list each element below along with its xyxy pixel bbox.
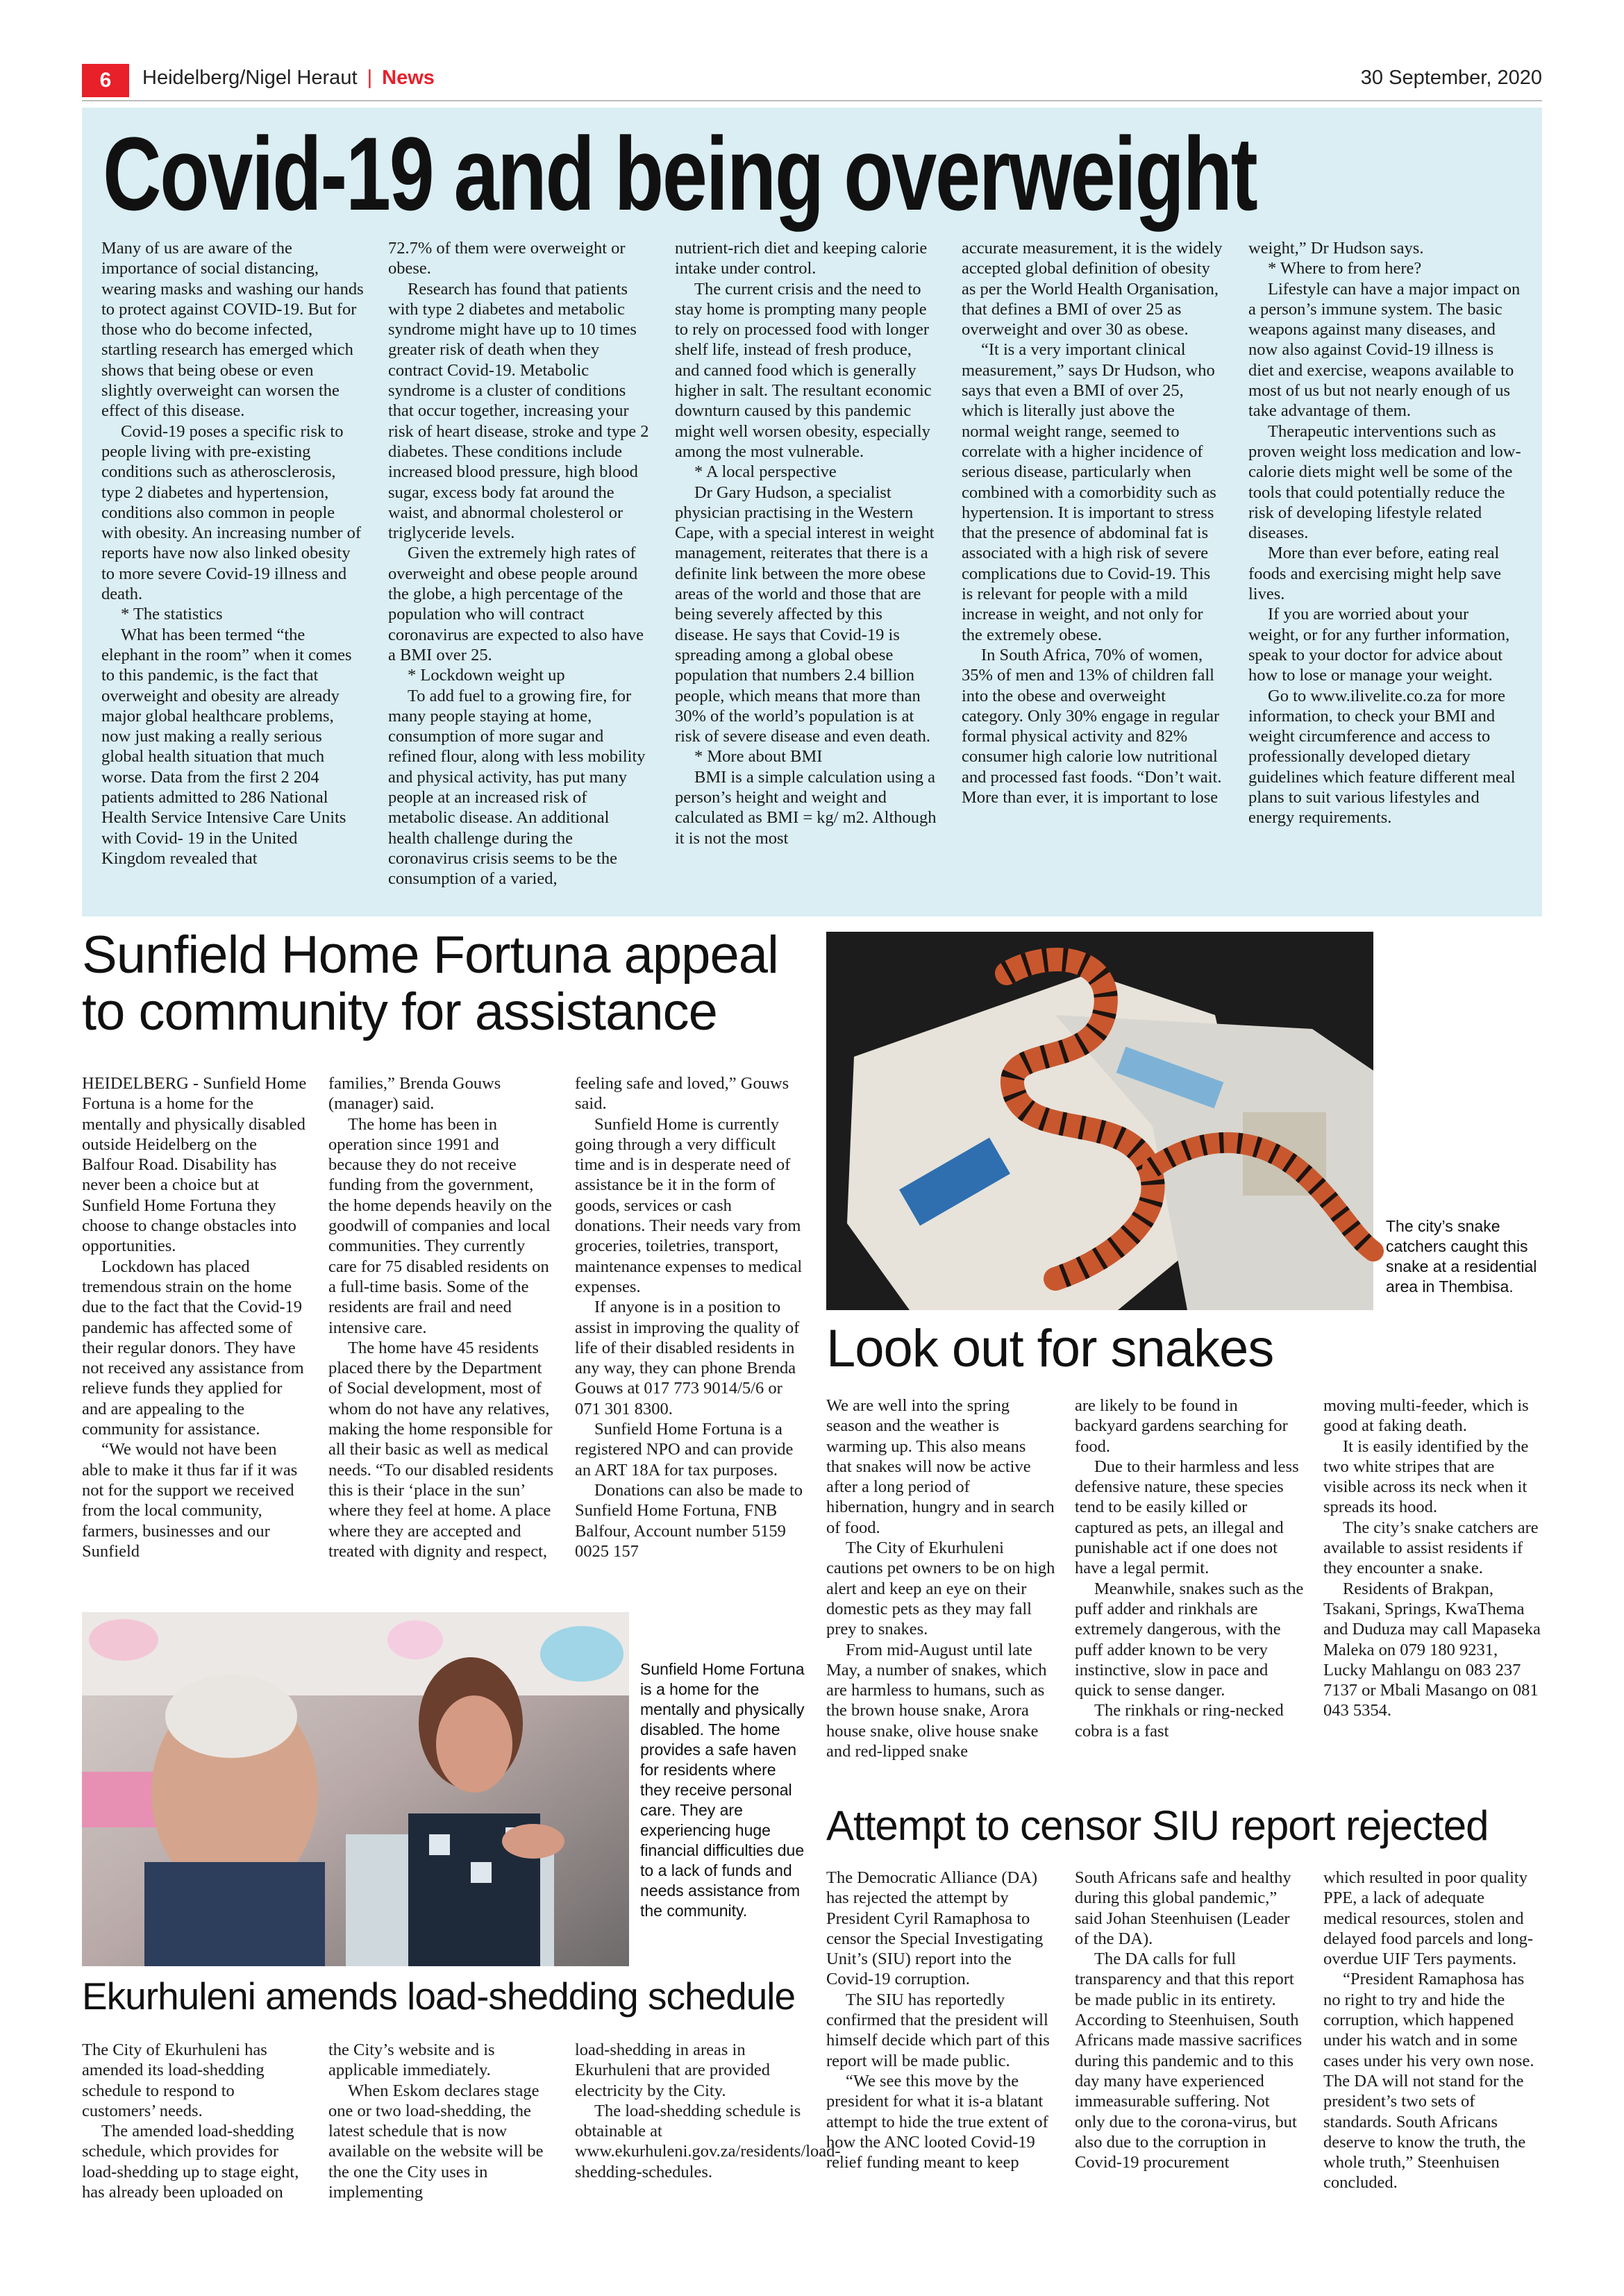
sunfield-article-title: Sunfield Home Fortuna appeal to community for assistance — [82, 925, 778, 1042]
snake-photo — [826, 932, 1373, 1310]
article-paragraph: In South Africa, 70% of women, 35% of men and 13% of children fall into the obese and overweight category. Only 30% engage in regular formal physical activity and 82% consumer high calorie low nutritional and processed fast foods. “Don’t wait. More than ever, it is important to lose — [962, 645, 1222, 807]
article-paragraph: HEIDELBERG - Sunfield Home Fortuna is a home for the mentally and physically disabled outside Heidelberg on the Balfour Road. Disability has never been a choice but at Sunfield Home Fortuna they choose to change obstacles into opportunities. — [82, 1074, 307, 1256]
article-paragraph: “It is a very important clinical measurement,” says Dr Hudson, who says that even a BMI of over 25, which is literally just above the normal weight range, seemed to correlate with a higher incidence of serious disease, particularly when combined with a comorbidity such as hypertension. It is important to stress that the presence of abdominal fat is associated with a high risk of severe complications due to Covid-19. This is relevant for people with a mild increase in weight, and not only for the extremely obese. — [962, 340, 1216, 644]
covid-article-title: Covid-19 and being overweight — [103, 115, 1257, 232]
loadshedding-column-3 — [575, 2040, 841, 2241]
sunfield-column-3 — [575, 1073, 804, 1594]
siu-column-1 — [826, 1868, 1055, 2243]
article-paragraph: 72.7% of them were overweight or obese. — [388, 239, 626, 278]
article-paragraph: We are well into the spring season and the weather is warming up. This also means that snakes will now be active after a long period of hibernation, hungry and in search of food. — [826, 1396, 1055, 1537]
snake-photo-illustration — [826, 932, 1373, 1310]
article-paragraph: Dr Gary Hudson, a specialist physician practising in the Western Cape, with a special interest in weight management, reiterates that there is a definite link between the more obese areas of the world and those that are being severely affected by this disease. He says that Covid-19 is spreading among a global obese population that numbers 2.4 billion people, which means that more than 30% of the world’s population is at risk of severe disease and even death. — [675, 483, 935, 746]
loadshedding-article-title: Ekurhuleni amends load-shedding schedule — [82, 1975, 796, 2018]
article-paragraph: “President Ramaphosa has no right to try and hide the corruption, which happened under his watch and in some cases under his very own nose. The DA will not stand for the president’s two sets of standards. South Africans deserve to know the truth, the whole truth,” Steenhuisen concluded. — [1323, 1970, 1534, 2193]
article-paragraph: are likely to be found in backyard gardens searching for food. — [1075, 1396, 1288, 1456]
article-paragraph: BMI is a simple calculation using a person’s height and weight and calculated as BMI = kg/ m2. Although it is not the most — [675, 767, 937, 848]
covid-column-4 — [962, 238, 1225, 905]
snakes-column-2 — [1075, 1396, 1304, 1784]
article-paragraph: families,” Brenda Gouws (manager) said. — [328, 1074, 501, 1114]
article-paragraph: Donations can also be made to Sunfield Home Fortuna, FNB Balfour, Account number 5159 0025 157 — [575, 1480, 803, 1561]
masthead-separator: | — [367, 67, 373, 89]
snakes-column-1 — [826, 1396, 1055, 1784]
article-paragraph: load-shedding in areas in Ekurhuleni that are provided electricity by the City. — [575, 2041, 770, 2100]
article-paragraph: Residents of Brakpan, Tsakani, Springs, KwaThema and Duduza may call Mapaseka Maleka on 079 180 9231, Lucky Mahlangu on 083 237 7137 or Mbali Masango on 081 043 5354. — [1323, 1579, 1541, 1720]
article-paragraph: accurate measurement, it is the widely accepted global definition of obesity as per the World Health Organisation, that defines a BMI of over 25 as overweight and over 30 as obese. — [962, 239, 1223, 340]
article-paragraph: The Democratic Alliance (DA) has rejected the attempt by President Cyril Ramaphosa to censor the Special Investigating Unit’s (SIU) report into the Covid-19 corruption. — [826, 1868, 1044, 1989]
article-paragraph: weight,” Dr Hudson says. — [1248, 239, 1424, 258]
article-paragraph: Lockdown has placed tremendous strain on the home due to the fact that the Covid-19 pandemic has affected some of their regular donors. They have not received any assistance from relieve funds they applied for and are appealing to the community for assistance. — [82, 1257, 304, 1439]
article-paragraph: Sunfield Home Fortuna is a registered NPO and can provide an ART 18A for tax purposes. — [575, 1420, 794, 1480]
publication-name: Heidelberg/Nigel Heraut — [142, 67, 358, 89]
article-paragraph: The load-shedding schedule is obtainable at www.ekurhuleni.gov.za/residents/load-shedding-schedules. — [575, 2101, 841, 2181]
article-paragraph: Sunfield Home is currently going through a very difficult time and is in desperate need of assistance be it in the form of goods, services or cash donations. Their needs vary from groceries, toiletries, transport, maintenance expenses to medical expenses. — [575, 1114, 803, 1296]
article-paragraph: The City of Ekurhuleni cautions pet owners to be on high alert and keep an eye on their domestic pets as they may fall prey to snakes. — [826, 1539, 1055, 1639]
article-paragraph: * Where to from here? — [1268, 259, 1422, 278]
article-paragraph: The City of Ekurhuleni has amended its load-shedding schedule to respond to customers’ needs. — [82, 2041, 267, 2120]
masthead — [142, 67, 435, 90]
article-paragraph: What has been termed “the elephant in the room” when it comes to this pandemic, is the fact that overweight and obesity are already major global healthcare problems, now just making a really serious global health situation that much worse. Data from the first 2 204 patients admitted to 286 National Health Service Intensive Care Units with Covid- 19 in the United Kingdom revealed that — [101, 625, 352, 868]
siu-column-2 — [1075, 1868, 1304, 2243]
article-paragraph: To add fuel to a growing fire, for many people staying at home, consumption of more sugar and refined flour, along with less mobility and physical activity, has put many people at an increased risk of metabolic disease. An additional health challenge during the coronavirus crisis seems to be the consumption of a varied, — [388, 686, 646, 889]
sunfield-column-1 — [82, 1073, 308, 1594]
section-label: News — [382, 67, 435, 89]
article-paragraph: Many of us are aware of the importance of social distancing, wearing masks and washing our hands to protect against COVID-19. But for those who do become infected, startling research has emerged which shows that being obese or even slightly overweight can worsen the effect of this disease. — [101, 239, 364, 421]
siu-article-title: Attempt to censor SIU report rejected — [826, 1802, 1489, 1849]
sunfield-column-2 — [328, 1073, 554, 1594]
article-paragraph: The current crisis and the need to stay home is prompting many people to rely on processed food with longer shelf life, instead of fresh produce, and canned food which is generally higher in salt. The resultant economic downturn caused by this pandemic might well worsen obesity, especially among the most vulnerable. — [675, 279, 932, 461]
sunfield-residents-photo — [82, 1612, 629, 1966]
article-paragraph: Given the extremely high rates of overweight and obese people around the globe, a high percentage of the population who will contract coronavirus are expected to also have a BMI over 25. — [388, 544, 644, 664]
article-paragraph: moving multi-feeder, which is good at faking death. — [1323, 1396, 1529, 1436]
article-paragraph: When Eskom declares stage one or two load-shedding, the latest schedule that is now available on the website will be the one the City uses in implementing — [328, 2081, 544, 2202]
article-paragraph: Meanwhile, snakes such as the puff adder and rinkhals are extremely dangerous, with the puff adder known to be very instinctive, slow in pace and quick to sense danger. — [1075, 1579, 1304, 1700]
article-paragraph: * The statistics — [121, 605, 223, 624]
snakes-article-title: Look out for snakes — [826, 1319, 1274, 1378]
article-paragraph: The city’s snake catchers are available to assist residents if they encounter a snake. — [1323, 1518, 1539, 1578]
article-paragraph: * More about BMI — [694, 747, 823, 766]
article-paragraph: The home have 45 residents placed there by the Department of Social development, most of whom do not have any relatives, making the home responsible for all their basic as well as medical needs. “To our disabled residents this is their ‘place in the sun’ where they feel at home. A place where they are accepted and treated with dignity and respect, — [328, 1338, 554, 1561]
article-paragraph: which resulted in poor quality PPE, a lack of adequate medical resources, stolen and delayed food parcels and long-overdue UIF Ters payments. — [1323, 1868, 1534, 1969]
sunfield-photo-illustration — [82, 1612, 629, 1966]
loadshedding-column-2 — [328, 2040, 554, 2241]
article-paragraph: South Africans safe and healthy during this global pandemic,” said Johan Steenhuisen (Leader of the DA). — [1075, 1868, 1291, 1948]
covid-column-5 — [1248, 238, 1523, 905]
article-paragraph: The DA calls for full transparency and that this report be made public in its entirety. According to Steenhuisen, South Africans made massive sacrifices during this pandemic and to this day many have experienced immeasurable suffering. Not only due to the corona-virus, but also due to the corruption in Covid-19 procurement — [1075, 1950, 1303, 2172]
article-paragraph: The home has been in operation since 1991 and because they do not receive funding from the government, the home depends heavily on the goodwill of companies and local communities. They currently care for 75 disabled residents on a full-time basis. Some of the residents are frail and need intensive care. — [328, 1114, 552, 1337]
snakes-column-3 — [1323, 1396, 1542, 1784]
article-paragraph: It is easily identified by the two white stripes that are visible across its neck when it spreads its hood. — [1323, 1436, 1529, 1517]
article-paragraph: feeling safe and loved,” Gouws said. — [575, 1074, 789, 1114]
covid-column-3 — [675, 238, 939, 905]
article-paragraph: Go to www.ilivelite.co.za for more information, to check your BMI and weight circumference and access to professionally developed dietary guidelines which feature different meal plans to suit various lifestyles and energy requirements. — [1248, 686, 1516, 828]
article-paragraph: nutrient-rich diet and keeping calorie intake under control. — [675, 239, 928, 278]
article-paragraph: If anyone is in a position to assist in improving the quality of life of their disabled residents in any way, they can phone Brenda Gouws at 017 773 9014/5/6 or 071 301 8300. — [575, 1298, 800, 1418]
article-paragraph: The SIU has reportedly confirmed that the president will himself decide which part of this report will be made public. — [826, 1990, 1050, 2070]
article-paragraph: Research has found that patients with type 2 diabetes and metabolic syndrome might have up to 10 times greater risk of death when they contract Covid-19. Metabolic syndrome is a cluster of conditions that occur together, increasing your risk of heart disease, stroke and type 2 diabetes. These conditions include increased blood pressure, high blood sugar, excess body fat around the waist, and abnormal cholesterol or triglyceride levels. — [388, 279, 649, 543]
siu-column-3 — [1323, 1868, 1542, 2243]
article-paragraph: If you are worried about your weight, or for any further information, speak to your doctor for advice about how to lose or manage your weight. — [1248, 605, 1510, 685]
article-paragraph: More than ever before, eating real foods and exercising might help save lives. — [1248, 544, 1502, 604]
article-paragraph: “We would not have been able to make it thus far if it was not for the support we received from the local community, farmers, businesses and our Sunfield — [82, 1440, 298, 1561]
article-paragraph: Therapeutic interventions such as proven weight loss medication and low-calorie diets might well be some of the tools that could potentially reduce the risk of developing lifestyle related diseases. — [1248, 421, 1521, 543]
article-paragraph: Lifestyle can have a major impact on a person’s immune system. The basic weapons against many diseases, and now also against Covid-19 illness is diet and exercise, weapons available to most of us but not nearly enough of us take advantage of them. — [1248, 279, 1521, 421]
article-paragraph: The amended load-shedding schedule, which provides for load-shedding up to stage eight, has already been uploaded on — [82, 2122, 299, 2202]
header-rule — [82, 100, 1542, 101]
article-paragraph: Covid-19 poses a specific risk to people living with pre-existing conditions such as atherosclerosis, type 2 diabetes and hypertension, conditions also common in people with obesity. An increasing number of reports have now also linked obesity to more severe Covid-19 illness and death. — [101, 421, 362, 604]
article-paragraph: “We see this move by the president for what it is-a blatant attempt to hide the true extent of how the ANC looted Covid-19 relief funding meant to keep — [826, 2071, 1048, 2172]
snake-photo-caption: The city’s snake catchers caught this snake at a residential area in Thembisa. — [1386, 1217, 1537, 1296]
covid-column-2 — [388, 238, 652, 905]
loadshedding-column-1 — [82, 2040, 308, 2241]
covid-column-1 — [101, 238, 365, 905]
article-paragraph: * A local perspective — [694, 462, 837, 482]
article-paragraph: The rinkhals or ring-necked cobra is a fast — [1075, 1701, 1284, 1741]
article-paragraph: the City’s website and is applicable immediately. — [328, 2041, 495, 2080]
issue-date: 30 September, 2020 — [1360, 67, 1542, 89]
article-paragraph: From mid-August until late May, a number of snakes, which are harmless to humans, such as the brown house snake, Arora house snake, olive house snake and red-lipped snake — [826, 1640, 1047, 1761]
page-number: 6 — [82, 64, 129, 97]
article-paragraph: Due to their harmless and less defensive nature, these species tend to be easily killed or captured as pets, an illegal and punishable act if one does not have a legal permit. — [1075, 1457, 1299, 1578]
article-paragraph: * Lockdown weight up — [408, 666, 565, 685]
sunfield-photo-caption: Sunfield Home Fortuna is a home for the mentally and physically disabled. The home provides a safe haven for residents where they receive personal care. They are experiencing huge financial difficulties due to a lack of funds and needs assistance from the community. — [640, 1660, 805, 1920]
